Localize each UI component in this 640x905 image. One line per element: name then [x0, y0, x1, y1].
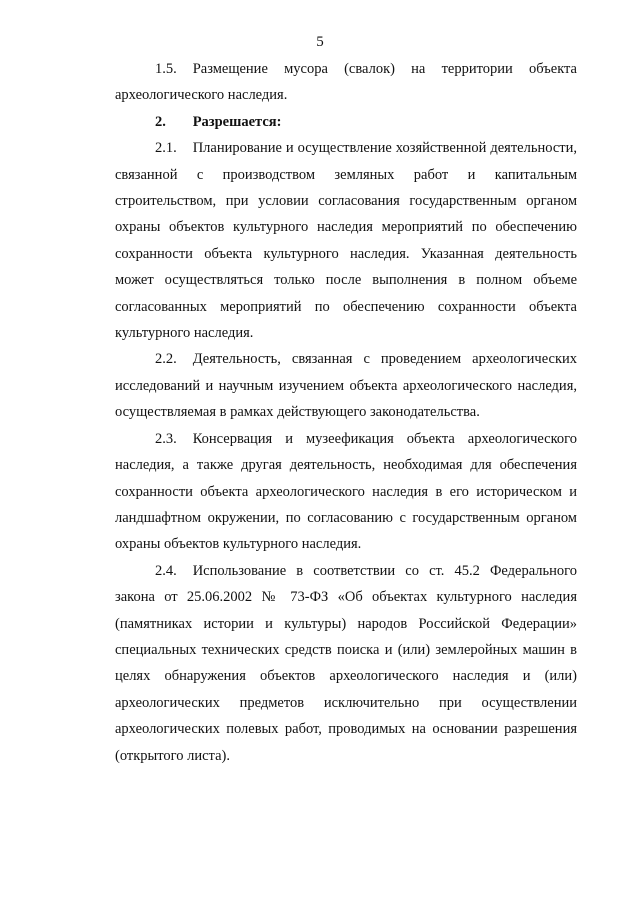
clause-text: Деятельность, связанная с проведением археологических исследований и научным изучением объекта археологического наследия, осуществляемая в рамках действующего законодательства.: [115, 351, 577, 421]
section-number: 2.: [155, 113, 166, 130]
document-body: [115, 56, 577, 769]
clause-text: Размещение мусора (свалок) на территории объекта археологического наследия.: [115, 61, 577, 104]
clause-number: 1.5.: [155, 61, 177, 77]
clause-1-5: [115, 56, 577, 109]
section-heading-allowed: [115, 109, 577, 135]
section-title: Разрешается:: [192, 113, 282, 130]
clause-2-1: [115, 135, 577, 346]
clause-number: 2.4.: [155, 562, 177, 579]
clause-number: 2.1.: [155, 140, 177, 157]
clause-text: Планирование и осуществление хозяйственной деятельности, связанной с производством земляных работ и капитальным строительством, при условии согласования государственным органом охраны объектов культурного наследия мероприятий по обеспечению сохранности объекта культурного наследия. Указанная деятельность может осуществляться только после выполнения в полном объеме согласованных мероприятий по обеспечению сохранности объекта культурного наследия.: [115, 140, 577, 342]
clause-2-3: [115, 426, 577, 558]
page-number: 5: [316, 34, 324, 50]
clause-number: 2.3.: [155, 430, 177, 447]
clause-2-4: [115, 558, 577, 769]
clause-2-2: [115, 346, 577, 425]
clause-number: 2.2.: [155, 351, 177, 368]
clause-text: Использование в соответствии со ст. 45.2 Федерального закона от 25.06.2002 № 73-ФЗ «Об объектах культурного наследия (памятниках истории и культуры) народов Российской Федерации» специальных технических средств поиска и (или) землеройных машин в целях обнаружения объектов археологического наследия и (или) археологических предметов исключительно при осуществлении археологических полевых работ, проводимых на основании разрешения (открытого листа).: [115, 562, 577, 764]
clause-text: Консервация и музеефикация объекта археологического наследия, а также другая деятельность, необходимая для обеспечения сохранности объекта археологического наследия в его историческом и ландшафтном окружении, по согласованию с государственным органом охраны объектов культурного наследия.: [115, 430, 577, 553]
